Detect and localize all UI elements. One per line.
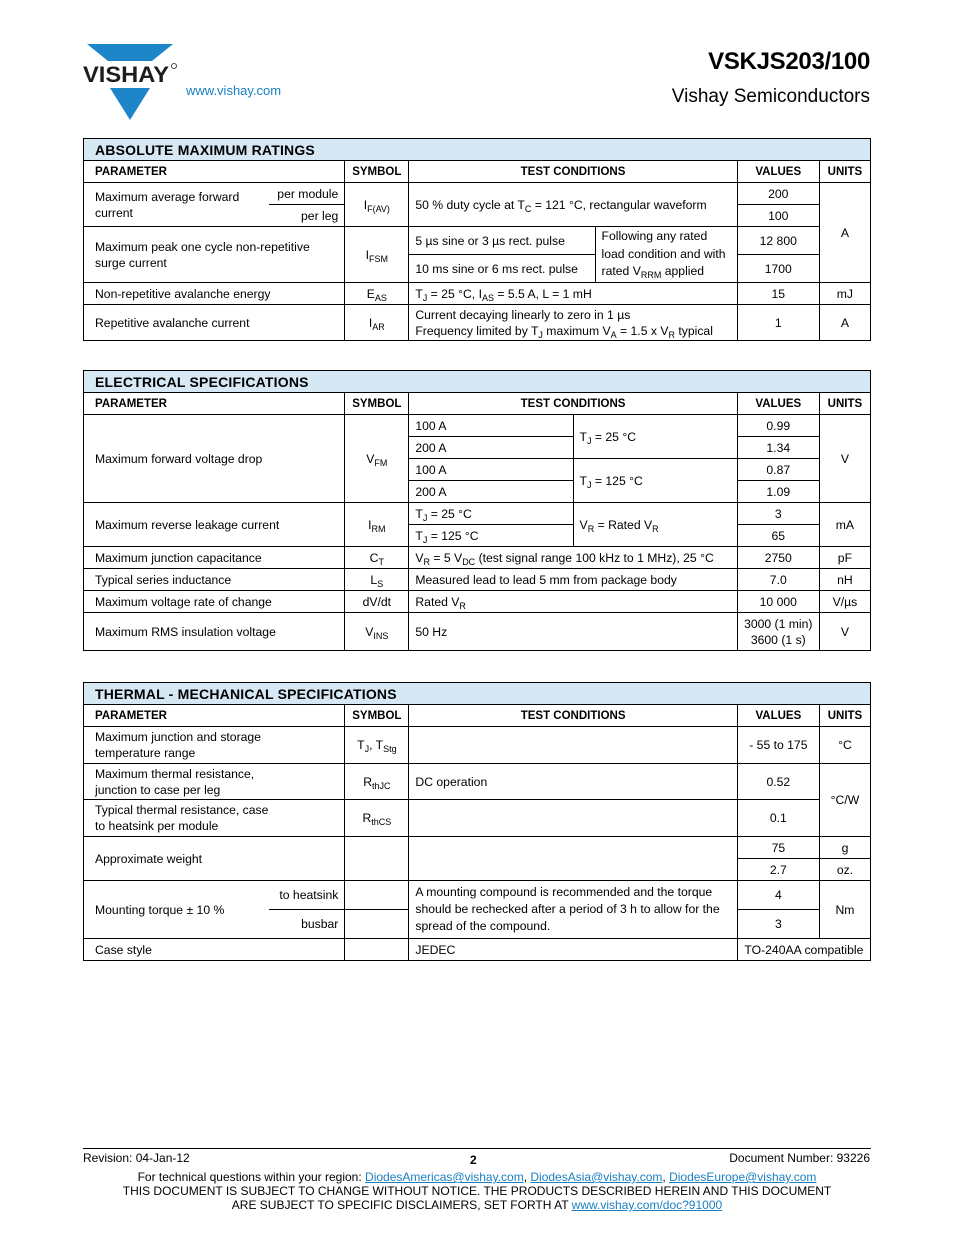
value-surge-5us: 12 800 [737, 227, 819, 255]
disclaimer-line-2: ARE SUBJECT TO SPECIFIC DISCLAIMERS, SET FORTH AT www.vishay.com/doc?91000 [231, 1198, 723, 1212]
symbol-ct: $C_T$ [345, 547, 409, 569]
cond-inductance: Measured lead to lead 5 mm from package body [409, 569, 737, 591]
col-units: UNITS [819, 705, 870, 727]
value-case-style: TO-240AA compatible [737, 939, 870, 961]
absolute-maximum-ratings-table [83, 138, 871, 341]
col-symbol: SYMBOL [345, 393, 409, 415]
page-number: 2 [470, 1153, 477, 1167]
value-surge-10ms: 1700 [737, 255, 819, 283]
symbol-iar: $I_{AR}$ [345, 305, 409, 341]
unit-thermal-resistance: °C/W [819, 764, 870, 837]
cond-empty [409, 800, 737, 837]
cond-dc-operation: DC operation [409, 764, 737, 800]
email-asia-link[interactable]: DiodesAsia@vishay.com [530, 1170, 663, 1184]
value-torque-busbar: 3 [737, 910, 819, 939]
cond-avalanche-energy: $T_J = 25$ °C, $I_{AS} = 5.5$ A, L = 1 mH [409, 283, 737, 305]
param-temperature-range: Maximum junction and storage temperature range [84, 727, 345, 764]
value-per-module: 200 [737, 183, 819, 205]
col-values: VALUES [737, 705, 819, 727]
value-capacitance: 2750 [737, 547, 819, 569]
param-avalanche-current: Repetitive avalanche current [84, 305, 345, 341]
cond-current-100a: 100 A [409, 459, 573, 481]
cond-empty [409, 837, 737, 881]
unit-inductance: nH [819, 569, 870, 591]
electrical-specifications-table [83, 370, 871, 651]
symbol-empty [345, 837, 409, 881]
unit-current: A [819, 183, 870, 283]
value-vfm-3: 0.87 [737, 459, 819, 481]
symbol-tj-tstg: $T_J$, $T_{Stg}$ [345, 727, 409, 764]
value-avalanche-current: 1 [737, 305, 819, 341]
cond-rated-load-note: Following any rated load condition and with rated $V_{RRM}$ applied [595, 227, 737, 283]
value-vfm-2: 1.34 [737, 437, 819, 459]
cond-current-100a: 100 A [409, 415, 573, 437]
cond-10ms-pulse: 10 ms sine or 6 ms rect. pulse [409, 255, 595, 283]
section-title: THERMAL - MECHANICAL SPECIFICATIONS [84, 683, 871, 705]
unit-grams: g [819, 837, 870, 859]
cond-capacitance: $V_R = 5$ $V_{DC}$ (test signal range 100 kHz to 1 MHz), 25 °C [409, 547, 737, 569]
unit-capacitance: pF [819, 547, 870, 569]
symbol-rthcs: $R_{thCS}$ [345, 800, 409, 837]
symbol-ls: $L_S$ [345, 569, 409, 591]
param-forward-voltage-drop: Maximum forward voltage drop [84, 415, 345, 503]
value-rthjc: 0.52 [737, 764, 819, 800]
cond-tj-125: $T_J = 125$ °C [409, 525, 573, 547]
param-reverse-leakage-current: Maximum reverse leakage current [84, 503, 345, 547]
value-rthcs: 0.1 [737, 800, 819, 837]
unit-torque: Nm [819, 881, 870, 939]
cond-50hz: 50 Hz [409, 613, 737, 651]
col-parameter: PARAMETER [84, 393, 345, 415]
value-torque-heatsink: 4 [737, 881, 819, 910]
col-symbol: SYMBOL [345, 705, 409, 727]
disclaimer-line-1: THIS DOCUMENT IS SUBJECT TO CHANGE WITHOUT NOTICE. THE PRODUCTS DESCRIBED HEREIN AND THIS DOCUMENT [122, 1184, 832, 1198]
symbol-ifav: $I_{F(AV)}$ [345, 183, 409, 227]
cond-current-200a: 200 A [409, 437, 573, 459]
value-weight-g: 75 [737, 837, 819, 859]
thermal-mechanical-specifications-table [83, 682, 871, 961]
param-junction-capacitance: Maximum junction capacitance [84, 547, 345, 569]
value-irm-125: 65 [737, 525, 819, 547]
symbol-empty [345, 910, 409, 939]
param-series-inductance: Typical series inductance [84, 569, 345, 591]
col-values: VALUES [737, 393, 819, 415]
vishay-logo [82, 44, 178, 120]
col-symbol: SYMBOL [345, 161, 409, 183]
symbol-vfm: $V_{FM}$ [345, 415, 409, 503]
param-case-style: Case style [84, 939, 345, 961]
company-name: Vishay Semiconductors [671, 86, 870, 107]
cond-rated-vr: Rated $V_R$ [409, 591, 737, 613]
cond-current-200a: 200 A [409, 481, 573, 503]
sub-per-leg: per leg [269, 205, 345, 227]
unit-vfm: V [819, 415, 870, 503]
section-title: ELECTRICAL SPECIFICATIONS [84, 371, 871, 393]
param-thermal-resistance-jc: Maximum thermal resistance, junction to case per leg [84, 764, 345, 800]
value-dvdt: 10 000 [737, 591, 819, 613]
value-per-leg: 100 [737, 205, 819, 227]
sub-per-module: per module [269, 183, 345, 205]
param-peak-surge-current: Maximum peak one cycle non-repetitive surge current [84, 227, 345, 283]
symbol-vins: $V_{INS}$ [345, 613, 409, 651]
col-test-conditions: TEST CONDITIONS [409, 705, 737, 727]
disclaimer-link[interactable]: www.vishay.com/doc?91000 [571, 1198, 723, 1212]
symbol-eas: $E_{AS}$ [345, 283, 409, 305]
unit-temperature: °C [819, 727, 870, 764]
symbol-ifsm: $I_{FSM}$ [345, 227, 409, 283]
email-americas-link[interactable]: DiodesAmericas@vishay.com [365, 1170, 524, 1184]
value-vfm-1: 0.99 [737, 415, 819, 437]
col-parameter: PARAMETER [84, 161, 345, 183]
sub-busbar: busbar [269, 910, 345, 939]
document-number: Document Number: 93226 [729, 1151, 870, 1165]
param-avalanche-energy: Non-repetitive avalanche energy [84, 283, 345, 305]
revision-date: Revision: 04-Jan-12 [83, 1151, 190, 1165]
col-units: UNITS [819, 161, 870, 183]
cond-tj-25: $T_J = 25$ °C [573, 415, 737, 459]
symbol-dvdt: dV/dt [345, 591, 409, 613]
value-inductance: 7.0 [737, 569, 819, 591]
col-units: UNITS [819, 393, 870, 415]
value-irm-25: 3 [737, 503, 819, 525]
param-thermal-resistance-cs: Typical thermal resistance, case to heatsink per module [84, 800, 345, 837]
col-test-conditions: TEST CONDITIONS [409, 393, 737, 415]
cond-5us-pulse: 5 µs sine or 3 µs rect. pulse [409, 227, 595, 255]
unit-insulation-voltage: V [819, 613, 870, 651]
unit-avalanche-current: A [819, 305, 870, 341]
cond-avalanche-current: Current decaying linearly to zero in 1 µs Frequency limited by $T_J$ maximum $V_A = 1.5$ x $V_R$ typical [409, 305, 737, 341]
param-insulation-voltage: Maximum RMS insulation voltage [84, 613, 345, 651]
cond-empty [409, 727, 737, 764]
value-weight-oz: 2.7 [737, 859, 819, 881]
symbol-empty [345, 881, 409, 910]
col-test-conditions: TEST CONDITIONS [409, 161, 737, 183]
value-insulation-voltage: 3000 (1 min) 3600 (1 s) [737, 613, 819, 651]
param-average-forward-current: Maximum average forward current [84, 183, 269, 227]
cond-duty-cycle: 50 % duty cycle at $T_C = 121$ °C, rectangular waveform [409, 183, 737, 227]
website-link[interactable]: www.vishay.com [186, 83, 282, 98]
cond-tj-25: $T_J = 25$ °C [409, 503, 573, 525]
sub-to-heatsink: to heatsink [269, 881, 345, 910]
value-vfm-4: 1.09 [737, 481, 819, 503]
cond-vr-rated: $V_R$ = Rated $V_R$ [573, 503, 737, 547]
unit-ounces: oz. [819, 859, 870, 881]
param-voltage-rate-of-change: Maximum voltage rate of change [84, 591, 345, 613]
col-values: VALUES [737, 161, 819, 183]
unit-avalanche-energy: mJ [819, 283, 870, 305]
unit-dvdt: V/µs [819, 591, 870, 613]
svg-text:VISHAY: VISHAY [83, 62, 170, 87]
symbol-rthjc: $R_{thJC}$ [345, 764, 409, 800]
email-europe-link[interactable]: DiodesEurope@vishay.com [669, 1170, 817, 1184]
param-approximate-weight: Approximate weight [84, 837, 345, 881]
symbol-irm: $I_{RM}$ [345, 503, 409, 547]
unit-irm: mA [819, 503, 870, 547]
part-number: VSKJS203/100 [708, 48, 870, 75]
value-temperature-range: - 55 to 175 [737, 727, 819, 764]
cond-jedec: JEDEC [409, 939, 737, 961]
cond-tj-125: $T_J = 125$ °C [573, 459, 737, 503]
section-title: ABSOLUTE MAXIMUM RATINGS [84, 139, 871, 161]
footer-divider [83, 1148, 871, 1149]
col-parameter: PARAMETER [84, 705, 345, 727]
symbol-empty [345, 939, 409, 961]
value-avalanche-energy: 15 [737, 283, 819, 305]
param-mounting-torque: Mounting torque ± 10 % [84, 881, 269, 939]
cond-mounting-compound: A mounting compound is recommended and the torque should be rechecked after a period of 3 h to allow for the spread of the compound. [409, 881, 737, 939]
technical-contacts-line: For technical questions within your region: DiodesAmericas@vishay.com, DiodesAsia@vishay.com, DiodesEurope@vishay.com [137, 1170, 817, 1184]
footer-text [0, 1170, 954, 1212]
